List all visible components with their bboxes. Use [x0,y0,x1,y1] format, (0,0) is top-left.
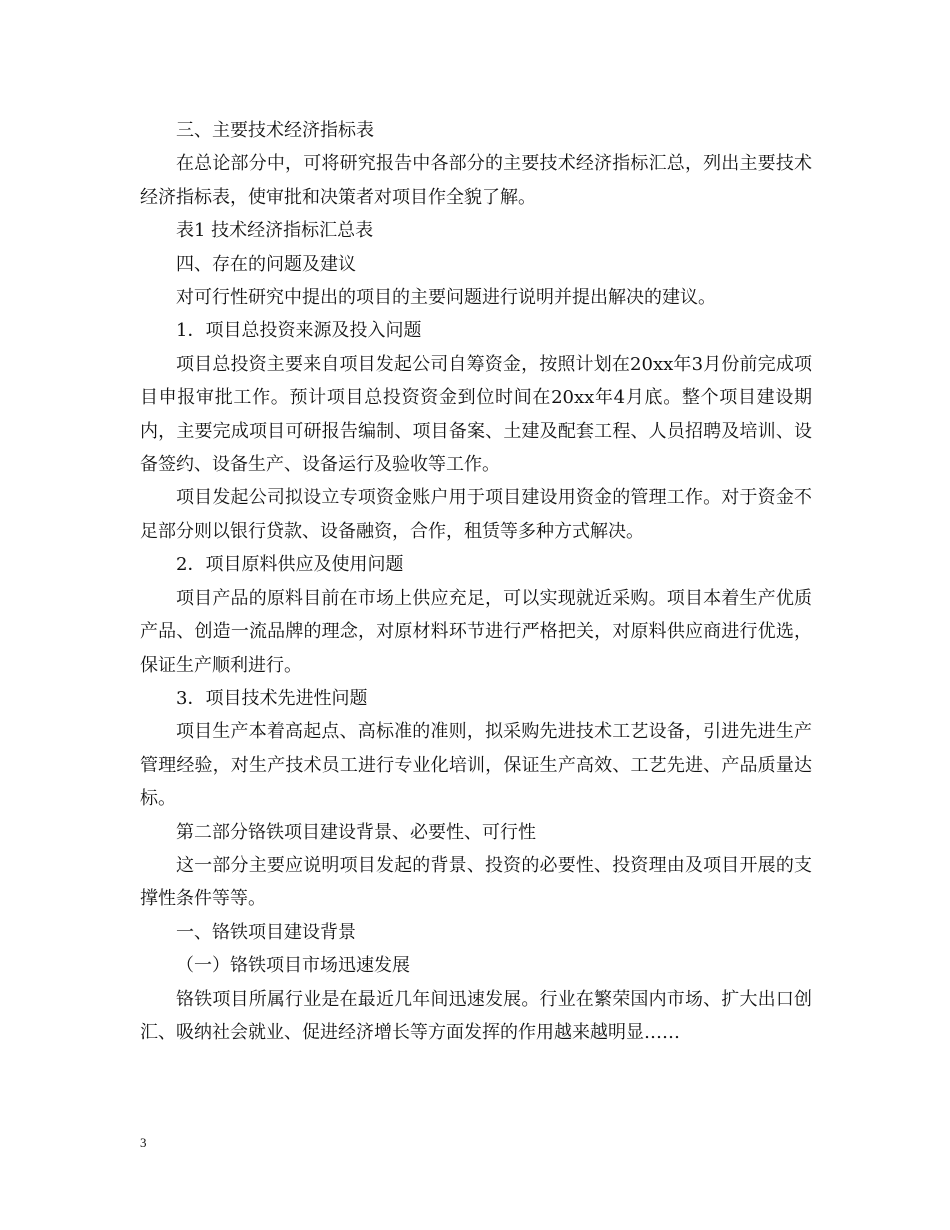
part-heading: 第二部分铬铁项目建设背景、必要性、可行性 [176,821,536,843]
body-paragraph: 项目产品的原料目前在市场上供应充足，可以实现就近采购。项目本着生产优质产品、创造一流品牌的理念，对原材料环节进行严格把关，对原料供应商进行优选，保证生产顺利进行。 [140,587,812,676]
body-paragraph: 项目发起公司拟设立专项资金账户用于项目建设用资金的管理工作。对于资金不足部分则以银行贷款、设备融资，合作，租赁等多种方式解决。 [140,487,812,542]
section-heading: 一、铬铁项目建设背景 [176,921,356,943]
page-number: 3 [140,1135,147,1150]
table-caption: 表1 技术经济指标汇总表 [176,220,374,242]
section-heading: 四、存在的问题及建议 [176,253,356,275]
document-body [140,114,812,1049]
body-paragraph: 项目生产本着高起点、高标准的准则，拟采购先进技术工艺设备，引进先进生产管理经验，对生产技术员工进行专业化培训，保证生产高效、工艺先进、产品质量达标。 [140,721,812,810]
body-paragraph: 这一部分主要应说明项目发起的背景、投资的必要性、投资理由及项目开展的支撑性条件等等。 [140,854,812,910]
subsection-heading: 2．项目原料供应及使用问题 [176,554,404,576]
body-paragraph: 在总论部分中，可将研究报告中各部分的主要技术经济指标汇总，列出主要技术经济指标表，使审批和决策者对项目作全貌了解。 [140,153,812,208]
body-paragraph: 项目总投资主要来自项目发起公司自筹资金，按照计划在20xx年3月份前完成项目申报审批工作。预计项目总投资资金到位时间在20xx年4月底。整个项目建设期内，主要完成项目可研报告编制、项目备案、土建及配套工程、人员招聘及培训、设备签约、设备生产、设备运行及验收等工作。 [140,353,812,476]
body-paragraph: 铬铁项目所属行业是在最近几年间迅速发展。行业在繁荣国内市场、扩大出口创汇、吸纳社会就业、促进经济增长等方面发挥的作用越来越明显…… [140,988,812,1043]
subsection-heading: （一）铬铁项目市场迅速发展 [176,955,410,977]
subsection-heading: 3．项目技术先进性问题 [176,687,368,709]
body-paragraph: 对可行性研究中提出的项目的主要问题进行说明并提出解决的建议。 [176,287,716,309]
section-heading: 三、主要技术经济指标表 [176,120,374,141]
subsection-heading: 1．项目总投资来源及投入问题 [176,320,422,342]
